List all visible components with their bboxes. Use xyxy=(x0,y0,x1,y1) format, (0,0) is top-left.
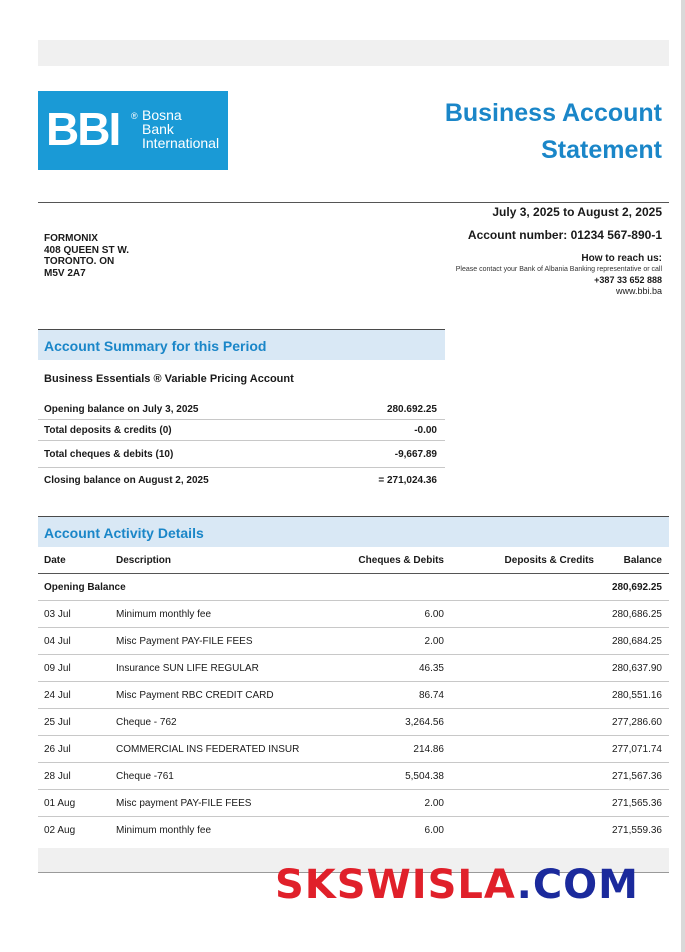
customer-address xyxy=(44,233,129,279)
activity-heading: Account Activity Details xyxy=(38,516,669,547)
statement-period: July 3, 2025 to August 2, 2025 xyxy=(492,205,662,219)
table-row xyxy=(38,601,669,628)
row-credit xyxy=(444,790,594,817)
summary-row xyxy=(38,420,445,441)
table-row xyxy=(38,817,669,844)
row-date: 04 Jul xyxy=(38,628,116,655)
column-header-balance: Balance xyxy=(594,547,669,574)
row-description: Cheque - 762 xyxy=(116,709,350,736)
summary-label: Opening balance on July 3, 2025 xyxy=(44,404,199,415)
watermark xyxy=(275,860,639,910)
opening-balance-value: 280,692.25 xyxy=(594,574,669,601)
row-debit: 6.00 xyxy=(350,601,444,628)
logo-registered-mark: ® xyxy=(131,111,138,121)
account-number: Account number: 01234 567-890-1 xyxy=(467,228,662,242)
page-edge xyxy=(681,0,685,952)
row-description: Misc payment PAY-FILE FEES xyxy=(116,790,350,817)
row-date: 24 Jul xyxy=(38,682,116,709)
customer-street: 408 QUEEN ST W. xyxy=(44,244,130,256)
table-row xyxy=(38,628,669,655)
row-balance: 277,286.60 xyxy=(594,709,669,736)
row-date: 28 Jul xyxy=(38,763,116,790)
top-band xyxy=(38,40,669,66)
summary-value: -9,667.89 xyxy=(394,449,437,460)
summary-row xyxy=(38,441,445,468)
row-date: 25 Jul xyxy=(38,709,116,736)
table-row xyxy=(38,736,669,763)
table-row xyxy=(38,655,669,682)
title-line: Business Account xyxy=(444,99,662,127)
row-date: 01 Aug xyxy=(38,790,116,817)
summary-row xyxy=(38,468,445,494)
row-date: 02 Aug xyxy=(44,824,76,836)
row-credit xyxy=(444,709,594,736)
summary-value: -0.00 xyxy=(414,425,437,436)
row-balance: 271,567.36 xyxy=(594,763,669,790)
bank-logo xyxy=(38,91,228,170)
contact-website: www.bbi.ba xyxy=(615,286,662,296)
row-balance: 280,684.25 xyxy=(594,628,669,655)
logo-name-line: International xyxy=(142,135,220,151)
row-credit xyxy=(444,736,594,763)
row-debit: 2.00 xyxy=(350,628,444,655)
row-debit: 3,264.56 xyxy=(350,709,444,736)
row-description: Insurance SUN LIFE REGULAR xyxy=(116,655,350,682)
column-header-description: Description xyxy=(116,547,350,574)
row-description: Cheque -761 xyxy=(116,763,350,790)
column-header-date: Date xyxy=(38,547,116,574)
row-date: 09 Jul xyxy=(38,655,116,682)
row-description: Minimum monthly fee xyxy=(116,601,350,628)
row-credit xyxy=(444,682,594,709)
account-product: Business Essentials ® Variable Pricing Account xyxy=(44,373,294,385)
logo-mark: BBI xyxy=(46,103,120,155)
logo-name-line: Bosna xyxy=(142,107,182,123)
opening-balance-label: Opening Balance xyxy=(38,574,594,601)
row-credit xyxy=(444,763,594,790)
row-debit: 86.74 xyxy=(350,682,444,709)
row-balance: 280,551.16 xyxy=(594,682,669,709)
row-date: 26 Jul xyxy=(38,736,116,763)
document-title xyxy=(362,95,662,169)
row-balance: 280,686.25 xyxy=(594,601,669,628)
table-row xyxy=(38,709,669,736)
customer-city: TORONTO. ON xyxy=(44,256,115,267)
row-debit: 5,504.38 xyxy=(350,763,444,790)
row-debit: 6.00 xyxy=(424,824,444,836)
account-activity xyxy=(38,516,669,843)
watermark-domain: .COM xyxy=(516,862,639,908)
table-row xyxy=(38,790,669,817)
table-row xyxy=(38,763,669,790)
customer-name: FORMONIX xyxy=(44,233,98,244)
row-description: COMMERCIAL INS FEDERATED INSUR xyxy=(116,736,350,763)
summary-value: = 271,024.36 xyxy=(378,475,437,486)
row-description: Misc Payment PAY-FILE FEES xyxy=(116,628,350,655)
row-balance: 271,559.36 xyxy=(611,824,662,836)
row-date: 03 Jul xyxy=(38,601,116,628)
contact-heading: How to reach us: xyxy=(581,253,662,264)
account-summary xyxy=(38,329,445,494)
contact-text: Please contact your Bank of Albania Banking representative or call xyxy=(455,266,662,273)
summary-row xyxy=(38,399,445,420)
summary-label: Total deposits & credits (0) xyxy=(44,425,172,436)
row-debit: 46.35 xyxy=(350,655,444,682)
header-divider xyxy=(38,202,669,203)
row-credit xyxy=(444,628,594,655)
row-description: Misc Payment RBC CREDIT CARD xyxy=(116,682,350,709)
column-header-credits: Deposits & Credits xyxy=(444,547,594,574)
contact-phone: +387 33 652 888 xyxy=(594,275,662,285)
statement-info xyxy=(302,205,662,297)
row-credit xyxy=(444,655,594,682)
row-debit: 2.00 xyxy=(350,790,444,817)
row-description: Minimum monthly fee xyxy=(116,824,212,836)
row-credit xyxy=(444,601,594,628)
table-row xyxy=(38,682,669,709)
summary-heading: Account Summary for this Period xyxy=(38,329,445,360)
summary-label: Total cheques & debits (10) xyxy=(44,449,174,460)
table-header-row xyxy=(38,547,669,574)
logo-name xyxy=(142,108,219,150)
row-balance: 271,565.36 xyxy=(594,790,669,817)
summary-label: Closing balance on August 2, 2025 xyxy=(44,475,209,486)
row-debit: 214.86 xyxy=(350,736,444,763)
customer-postal: M5V 2A7 xyxy=(44,267,86,279)
row-balance: 280,637.90 xyxy=(594,655,669,682)
title-line: Statement xyxy=(541,136,662,164)
logo-name-line: Bank xyxy=(142,121,174,137)
activity-table xyxy=(38,547,669,843)
opening-balance-row xyxy=(38,574,669,601)
column-header-debits: Cheques & Debits xyxy=(350,547,444,574)
watermark-text: SKSWISLA xyxy=(275,862,517,908)
row-credit xyxy=(444,817,594,844)
row-balance: 277,071.74 xyxy=(594,736,669,763)
summary-value: 280.692.25 xyxy=(386,404,437,415)
